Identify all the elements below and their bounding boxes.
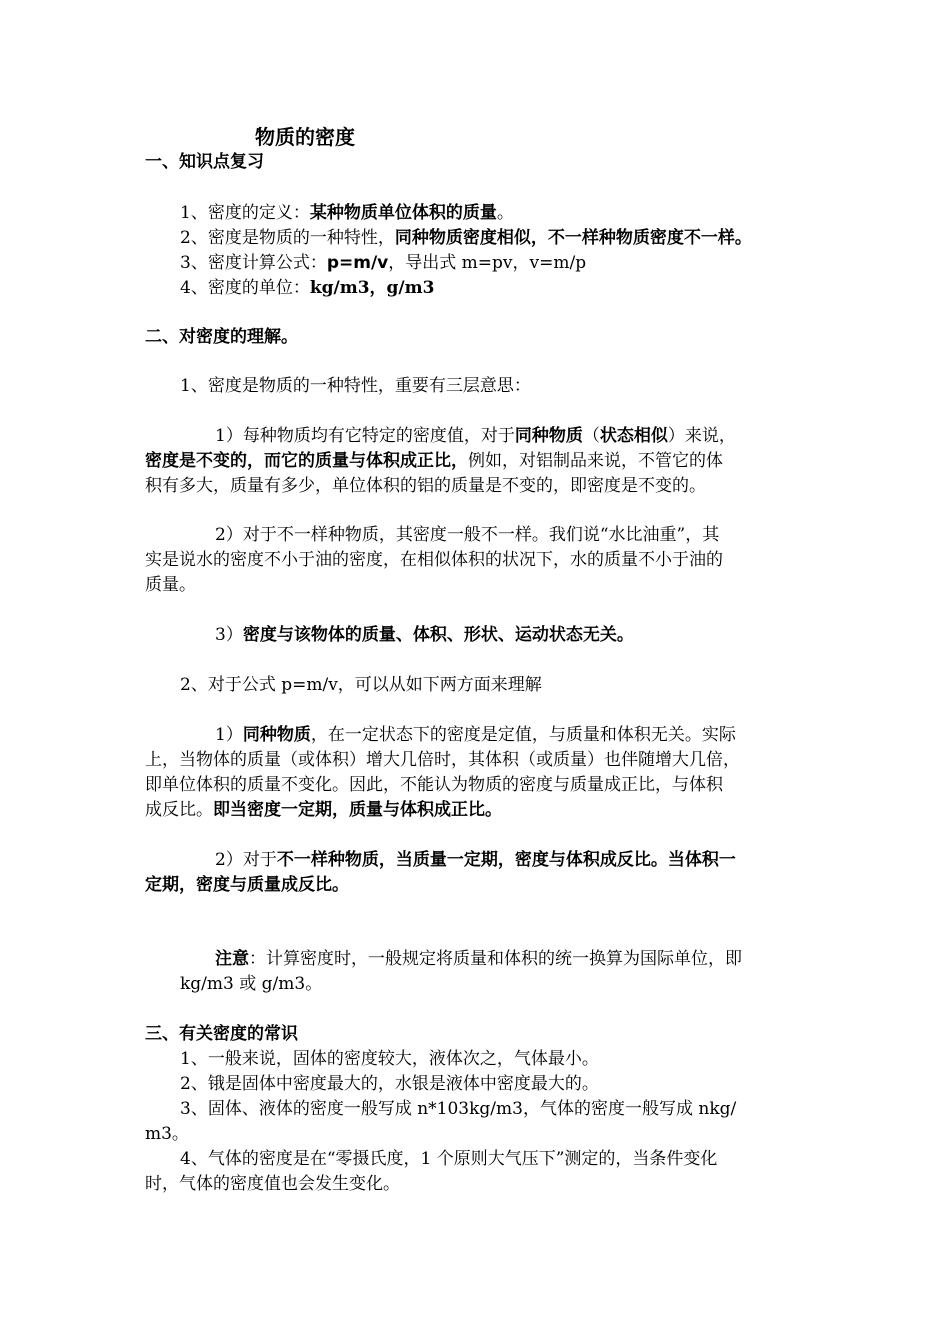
s3-item-1: 1、一般来说，固体的密度较大，液体次之，气体最小。: [180, 1049, 599, 1069]
s2-b1-line-3: 即单位体积的质量不变化。因此，不能认为物质的密度与质量成正比，与体积: [145, 775, 723, 795]
s3-item-2: 2、锇是固体中密度最大的，水银是液体中密度最大的。: [180, 1074, 599, 1094]
note-line-2: kg/m3 或 g/m3。: [180, 974, 323, 994]
s2-sub-2-line-1: 2）对于不一样种物质，其密度一般不一样。我们说“水比油重”，其: [215, 525, 720, 545]
s2-b2-line-1: 2）对于不一样种物质，当质量一定期，密度与体积成反比。当体积一: [215, 850, 736, 870]
note-line-1: 注意：计算密度时，一般规定将质量和体积的统一换算为国际单位，即: [215, 949, 742, 969]
section-2-heading: 二、对密度的理解。: [145, 327, 298, 347]
s1-item-2: 2、密度是物质的一种特性，同种物质密度相似，不一样种物质密度不一样。: [180, 228, 752, 248]
s2-b1-line-1: 1）同种物质，在一定状态下的密度是定值，与质量和体积无关。实际: [215, 725, 736, 745]
s2-b1-line-4: 成反比。即当密度一定期，质量与体积成正比。: [145, 800, 502, 820]
s1-item-1: 1、密度的定义：某种物质单位体积的质量。: [180, 203, 514, 223]
s2-sub-1-line-3: 积有多大，质量有多少，单位体积的铝的质量是不变的，即密度是不变的。: [145, 476, 706, 496]
s2-sub-1-line-1: 1）每种物质均有它特定的密度值，对于同种物质（状态相似）来说，: [215, 426, 736, 446]
s3-item-4: 4、气体的密度是在“零摄氏度，1 个原则大气压下”测定的，当条件变化: [180, 1149, 718, 1169]
s3-item-3: 3、固体、液体的密度一般写成 n*103kg/m3，气体的密度一般写成 nkg/: [180, 1099, 737, 1119]
s2-point-2: 2、对于公式 p=m/v，可以从如下两方面来理解: [180, 675, 542, 695]
section-1-heading: 一、知识点复习: [145, 152, 264, 172]
s1-item-4: 4、密度的单位：kg/m3，g/m3: [180, 278, 435, 298]
section-3-heading: 三、有关密度的常识: [145, 1024, 298, 1044]
s2-b1-line-2: 上，当物体的质量（或体积）增大几倍时，其体积（或质量）也伴随增大几倍，: [145, 750, 740, 770]
s2-b2-line-2: 定期，密度与质量成反比。: [145, 875, 349, 895]
s2-point-1: 1、密度是物质的一种特性，重要有三层意思：: [180, 376, 531, 396]
s3-item-3-line-2: m3。: [145, 1124, 189, 1144]
s2-sub-3: 3）密度与该物体的质量、体积、形状、运动状态无关。: [215, 625, 634, 645]
page-title: 物质的密度: [255, 125, 355, 149]
s1-item-3: 3、密度计算公式：p=m/v，导出式 m=pv，v=m/p: [180, 253, 587, 273]
s2-sub-2-line-2: 实是说水的密度不小于油的密度，在相似体积的状况下，水的质量不小于油的: [145, 550, 723, 570]
s2-sub-1-line-2: 密度是不变的，而它的质量与体积成正比，例如，对铝制品来说，不管它的体: [145, 451, 723, 471]
s2-sub-2-line-3: 质量。: [145, 575, 196, 595]
s3-item-4-line-2: 时，气体的密度值也会发生变化。: [145, 1174, 400, 1194]
